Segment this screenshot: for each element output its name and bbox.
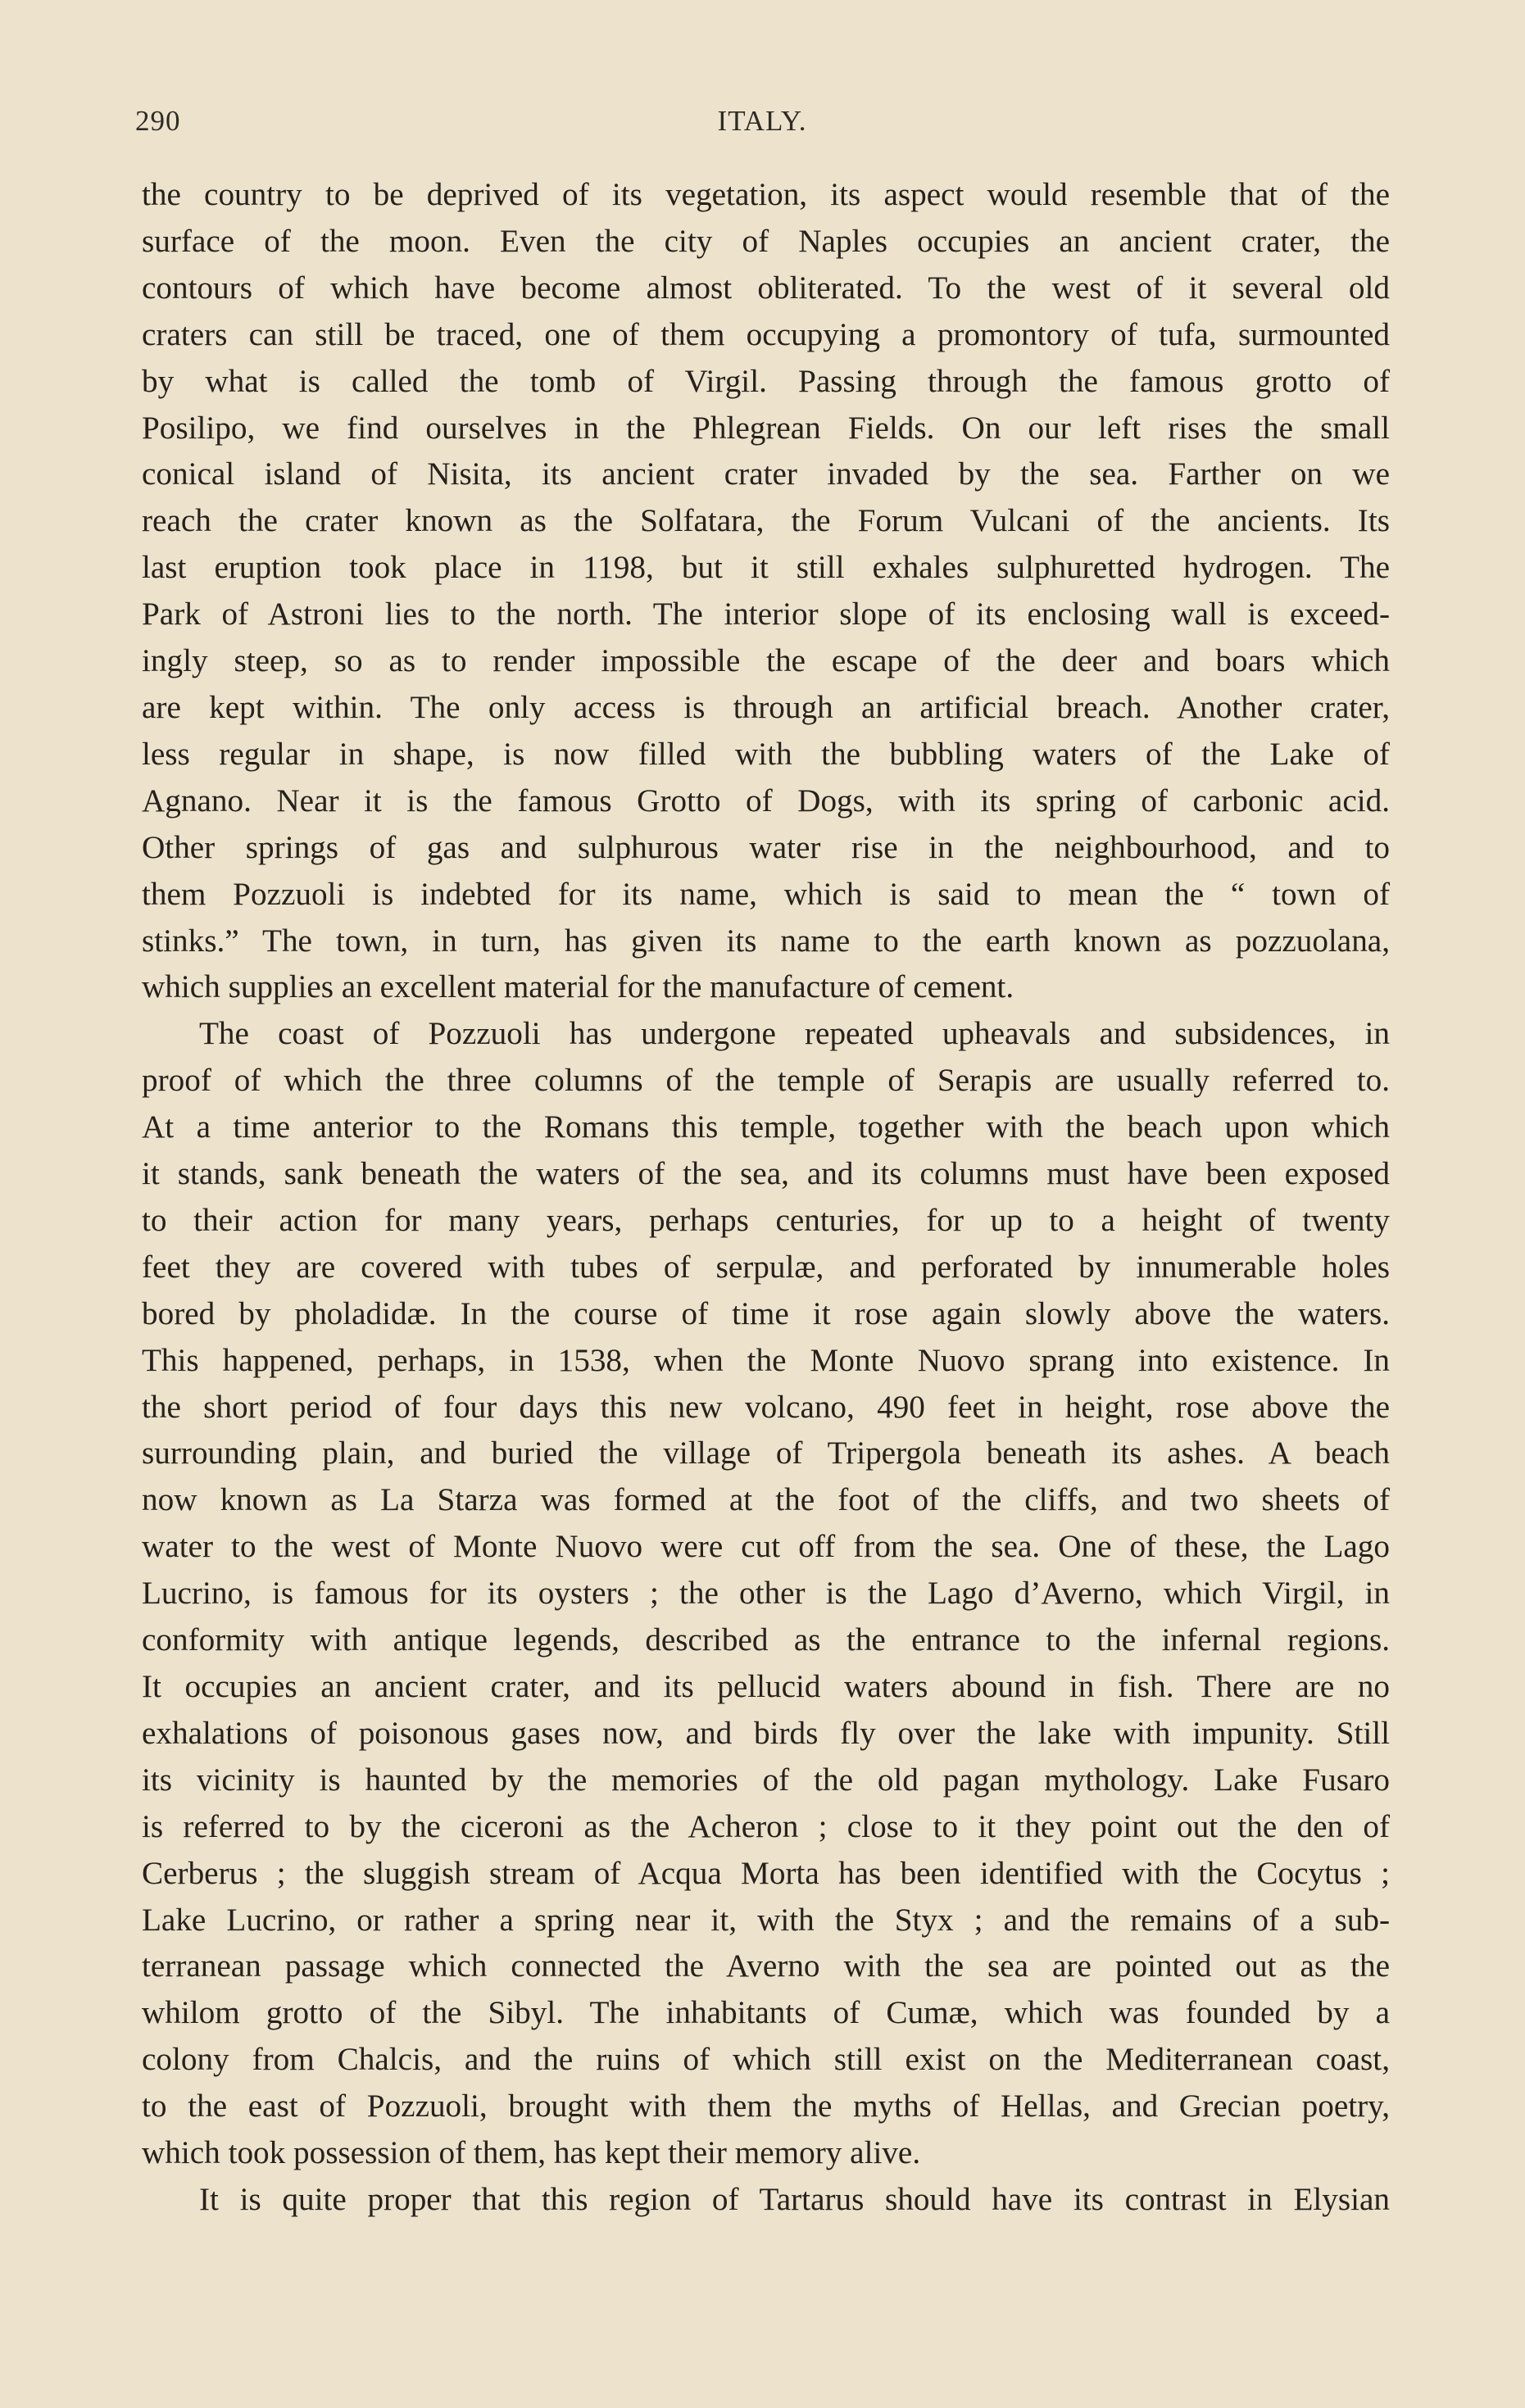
text-line: conical island of Nisita, its ancient crater invaded by the sea. Farther on we xyxy=(142,456,1390,492)
text-line: colony from Chalcis, and the ruins of which still exist on the Mediterranean coast, xyxy=(142,2042,1390,2078)
text-line: reach the crater known as the Solfatara, the Forum Vulcani of the ancients. Its xyxy=(142,503,1390,539)
text-line: exhalations of poisonous gases now, and birds fly over the lake with impunity. Still xyxy=(142,1715,1390,1751)
text-line: which supplies an excellent material for the manufacture of cement. xyxy=(142,969,1014,1005)
text-line: which took possession of them, has kept their memory alive. xyxy=(142,2135,921,2171)
text-line: now known as La Starza was formed at the foot of the cliffs, and two sheets of xyxy=(142,1482,1390,1518)
text-line: stinks.” The town, in turn, has given its name to the earth known as pozzuolana, xyxy=(142,923,1390,959)
text-line: whilom grotto of the Sibyl. The inhabitants of Cumæ, which was founded by a xyxy=(142,1995,1390,2031)
text-line: conformity with antique legends, described as the entrance to the infernal regions. xyxy=(142,1622,1390,1658)
text-line: Posilipo, we find ourselves in the Phlegrean Fields. On our left rises the small xyxy=(142,410,1390,446)
text-line: Agnano. Near it is the famous Grotto of Dogs, with its spring of carbonic acid. xyxy=(142,782,1390,819)
text-line: Lake Lucrino, or rather a spring near it, with the Styx ; and the remains of a sub- xyxy=(142,1902,1390,1938)
body-text xyxy=(142,172,1390,2224)
text-line: by what is called the tomb of Virgil. Passing through the famous grotto of xyxy=(142,363,1390,399)
text-line: craters can still be traced, one of them occupying a promontory of tufa, surmounted xyxy=(142,316,1390,352)
text-line: terranean passage which connected the Averno with the sea are pointed out as the xyxy=(142,1948,1390,1984)
text-line: This happened, perhaps, in 1538, when the Monte Nuovo sprang into existence. In xyxy=(142,1342,1390,1378)
text-line: Other springs of gas and sulphurous water rise in the neighbourhood, and to xyxy=(142,829,1390,865)
page-number: 290 xyxy=(135,105,181,137)
text-line: It occupies an ancient crater, and its pellucid waters abound in fish. There are no xyxy=(142,1669,1390,1704)
text-line: them Pozzuoli is indebted for its name, which is said to mean the “ town of xyxy=(142,876,1390,912)
text-line: proof of which the three columns of the temple of Serapis are usually referred to. xyxy=(142,1063,1390,1099)
running-title: ITALY. xyxy=(717,105,807,137)
text-line: are kept within. The only access is through an artificial breach. Another crater, xyxy=(142,689,1390,725)
text-line: At a time anterior to the Romans this temple, together with the beach upon which xyxy=(142,1109,1390,1145)
text-line: its vicinity is haunted by the memories of the old pagan mythology. Lake Fusaro xyxy=(142,1762,1390,1798)
paragraph xyxy=(142,1011,1390,2177)
paragraph xyxy=(142,2177,1390,2224)
text-line: contours of which have become almost obliterated. To the west of it several old xyxy=(142,270,1390,306)
text-line: is referred to by the ciceroni as the Acheron ; close to it they point out the den of xyxy=(142,1808,1390,1844)
text-line: surrounding plain, and buried the village of Tripergola beneath its ashes. A beach xyxy=(142,1435,1390,1472)
text-line: surface of the moon. Even the city of Naples occupies an ancient crater, the xyxy=(142,223,1390,259)
text-line: Lucrino, is famous for its oysters ; the other is the Lago d’Averno, which Virgil, in xyxy=(142,1576,1390,1612)
text-line: to their action for many years, perhaps centuries, for up to a height of twenty xyxy=(142,1202,1390,1238)
text-line: last eruption took place in 1198, but it still exhales sulphuretted hydrogen. The xyxy=(142,550,1390,586)
text-line: the short period of four days this new volcano, 490 feet in height, rose above the xyxy=(142,1389,1390,1425)
text-line: The coast of Pozzuoli has undergone repeated upheavals and subsidences, in xyxy=(199,1016,1390,1052)
text-line: it stands, sank beneath the waters of the sea, and its columns must have been exposed xyxy=(142,1156,1390,1192)
text-line: ingly steep, so as to render impossible the escape of the deer and boars which xyxy=(142,643,1390,679)
running-head xyxy=(135,105,1389,154)
text-line: the country to be deprived of its vegetation, its aspect would resemble that of the xyxy=(142,177,1390,212)
text-line: feet they are covered with tubes of serpulæ, and perforated by innumerable holes xyxy=(142,1249,1390,1285)
text-line: Park of Astroni lies to the north. The interior slope of its enclosing wall is exceed- xyxy=(142,596,1390,633)
paragraph xyxy=(142,172,1390,1011)
text-line: to the east of Pozzuoli, brought with them the myths of Hellas, and Grecian poetry, xyxy=(142,2088,1390,2125)
text-line: less regular in shape, is now filled with the bubbling waters of the Lake of xyxy=(142,736,1390,772)
text-line: water to the west of Monte Nuovo were cut off from the sea. One of these, the Lago xyxy=(142,1529,1390,1565)
text-line: It is quite proper that this region of Tartarus should have its contrast in Elysian xyxy=(199,2181,1390,2217)
text-line: Cerberus ; the sluggish stream of Acqua Morta has been identified with the Cocytus ; xyxy=(142,1855,1390,1891)
text-line: bored by pholadidæ. In the course of time it rose again slowly above the waters. xyxy=(142,1295,1390,1331)
